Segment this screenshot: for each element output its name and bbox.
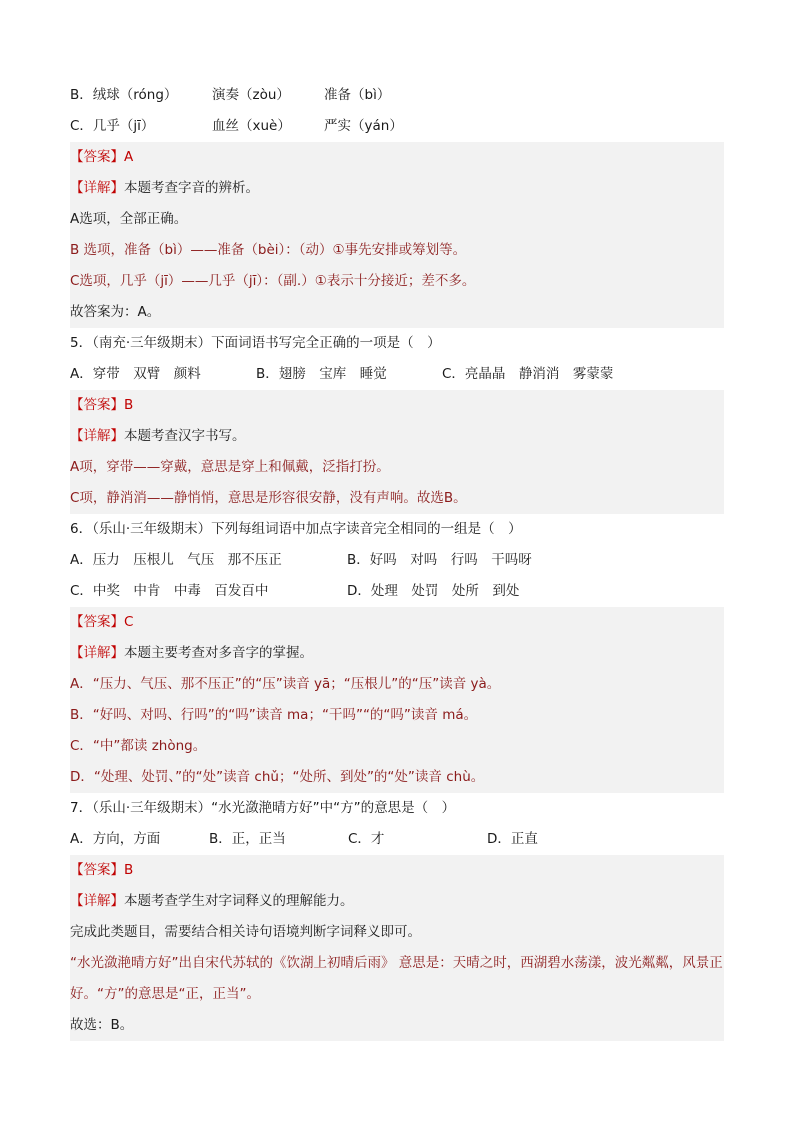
q5-detail-line: C项，静消消——静悄悄，意思是形容很安静，没有声响。故选B。 [70, 490, 467, 506]
q5-option-b: B．翅膀 宝库 睡觉 [256, 366, 387, 382]
q6-option-b: B．好吗 对吗 行吗 干吗呀 [347, 552, 532, 568]
worksheet-page [70, 80, 724, 1041]
q4-detail-line: 故答案为：A。 [70, 304, 161, 320]
q4-option-c-2: 血丝（xuè） [212, 118, 291, 134]
q5-options [70, 359, 724, 390]
q6-detail: 【详解】本题主要考查对多音字的掌握。 [70, 645, 313, 661]
q4-option-c-row [70, 111, 724, 142]
q4-option-b-3: 准备（bì） [324, 87, 391, 103]
q6-answer: 【答案】C [70, 614, 134, 630]
q6-detail-line: A．“压力、气压、那不压正”的“压”读音 yā；“压根儿”的“压”读音 yà。 [70, 676, 501, 692]
q7-option-a: A．方向，方面 [70, 831, 161, 847]
q4-detail: 【详解】本题考查字音的辨析。 [70, 180, 259, 196]
q5-option-a: A．穿带 双臂 颜料 [70, 366, 201, 382]
q4-answer: 【答案】A [70, 149, 134, 165]
q6-detail-line: C．“中”都读 zhòng。 [70, 738, 207, 754]
q7-explanation-paragraph: “水光潋滟晴方好”出自宋代苏轼的《饮湖上初晴后雨》 意思是：天晴之时，西湖碧水荡漾，波光粼粼，风景正好。“方”的意思是“正，正当”。 [70, 955, 723, 1002]
q6-option-c: C．中奖 中肯 中毒 百发百中 [70, 583, 269, 599]
q4-option-b-1: B．绒球（róng） [70, 87, 178, 103]
q7-option-c: C．才 [348, 831, 385, 847]
q5-detail: 【详解】本题考查汉字书写。 [70, 428, 246, 444]
q6-options-row-2 [70, 576, 724, 607]
q7-option-d: D．正直 [487, 831, 538, 847]
q5-answer: 【答案】B [70, 397, 134, 413]
q5-detail-line: A项，穿带——穿戴，意思是穿上和佩戴，泛指打扮。 [70, 459, 390, 475]
q5-answer-block [70, 390, 724, 514]
q5-stem: 5．（南充·三年级期末）下面词语书写完全正确的一项是（ ） [70, 335, 441, 351]
q4-option-b-2: 演奏（zòu） [212, 87, 290, 103]
q6-detail-line: B．“好吗、对吗、行吗”的“吗”读音 ma；“干吗”“的“吗”读音 má。 [70, 707, 478, 723]
q7-detail: 【详解】本题考查学生对字词释义的理解能力。 [70, 893, 354, 909]
q7-option-b: B．正，正当 [209, 831, 286, 847]
q4-option-c-3: 严实（yán） [324, 118, 403, 134]
q4-option-c-1: C．几乎（jī） [70, 118, 155, 134]
q4-option-b-row [70, 80, 724, 111]
q4-detail-line: C选项，几乎（jī）——几乎（jī）：（副.）①表示十分接近；差不多。 [70, 273, 476, 289]
q7-conclusion: 故选：B。 [70, 1017, 134, 1033]
q6-stem: 6．（乐山·三年级期末）下列每组词语中加点字读音完全相同的一组是（ ） [70, 521, 522, 537]
q7-answer: 【答案】B [70, 862, 134, 878]
q7-options [70, 824, 724, 855]
q6-options-row-1 [70, 545, 724, 576]
q6-option-a: A．压力 压根儿 气压 那不压正 [70, 552, 282, 568]
q5-option-c: C．亮晶晶 静消消 雾蒙蒙 [442, 366, 614, 382]
q6-option-d: D．处理 处罚 处所 到处 [347, 583, 520, 599]
q4-detail-line: A选项，全部正确。 [70, 211, 188, 227]
q6-answer-block [70, 607, 724, 793]
q6-detail-line: D．“处理、处罚、”的“处”读音 chǔ；“处所、到处”的“处”读音 chù。 [70, 769, 485, 785]
q4-detail-line: B 选项，准备（bì）——准备（bèi）：（动）①事先安排或筹划等。 [70, 242, 467, 258]
q7-stem: 7．（乐山·三年级期末）“水光潋滟晴方好”中“方”的意思是（ ） [70, 800, 456, 816]
q4-answer-block [70, 142, 724, 328]
q7-detail-line: 完成此类题目，需要结合相关诗句语境判断字词释义即可。 [70, 924, 421, 940]
q7-answer-block [70, 855, 724, 1041]
